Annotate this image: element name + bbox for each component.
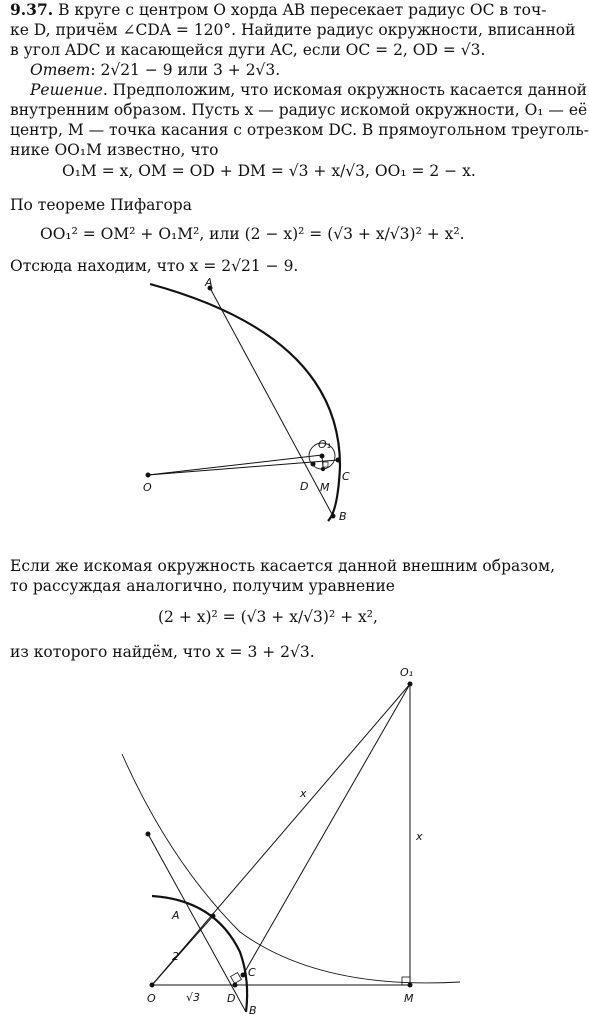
problem-text-1: В круге с центром O хорда AB пересекает радиус OC в точ- <box>58 1 547 19</box>
figure2-label-x-vert: x <box>416 830 423 843</box>
figure2-label-c: C <box>248 966 256 979</box>
formula-1: O₁M = x, OM = OD + DM = √3 + x/√3, OO₁ = 2 − x. <box>62 162 476 180</box>
figure1-label-b: B <box>339 510 347 523</box>
solution-text-1: . Предположим, что искомая окружность касается данной <box>102 81 587 99</box>
figure1-line-oo1 <box>148 455 322 475</box>
figure-2 <box>0 662 533 1022</box>
solution-line-4: нике OO₁M известно, что <box>10 141 219 159</box>
figure2-point-c <box>241 973 246 978</box>
external-line-1: Если же искомая окружность касается данной внешним образом, <box>10 557 555 575</box>
figure1-point-m <box>321 467 325 471</box>
figure1-point-d <box>311 462 316 467</box>
figure1-label-c: C <box>342 470 350 483</box>
answer-text: : 2√21 − 9 или 3 + 2√3. <box>90 61 281 79</box>
solution-label: Решение <box>30 81 103 99</box>
figure1-right-angle <box>323 462 328 467</box>
figure1-point-o <box>146 473 151 478</box>
figure1-point-o1 <box>320 454 325 459</box>
figure1-chord-ab <box>210 288 333 516</box>
figure2-point-a <box>211 914 216 919</box>
formula-2: OO₁² = OM² + O₁M², или (2 − x)² = (√3 + x/√3)² + x². <box>40 225 465 243</box>
figure2-point-tangent <box>146 832 151 837</box>
figure1-label-o1: O₁ <box>318 438 332 451</box>
figure2-right-angle-c <box>231 973 242 984</box>
problem-line-2: ке D, причём ∠CDA = 120°. Найдите радиус окружности, вписанной <box>10 21 576 39</box>
solution-line-3: центр, M — точка касания с отрезком DC. В прямоугольном треуголь- <box>10 121 589 139</box>
figure2-label-o: O <box>147 992 156 1005</box>
figure2-label-two: 2 <box>172 950 179 963</box>
result-2: из которого найдём, что x = 3 + 2√3. <box>10 643 315 661</box>
figure1-label-o: O <box>143 481 152 494</box>
result-1: Отсюда находим, что x = 2√21 − 9. <box>10 257 299 275</box>
pythagoras-line: По теореме Пифагора <box>10 196 192 214</box>
figure2-line-oo1 <box>152 684 410 985</box>
external-line-2: то рассуждая аналогично, получим уравнение <box>10 577 395 595</box>
figure2-point-d <box>233 983 238 988</box>
figure2-point-m <box>408 983 413 988</box>
answer-label: Ответ <box>30 61 91 79</box>
figure2-label-x-hyp: x <box>300 787 307 800</box>
figure2-tangent-circle-arc <box>122 754 460 983</box>
figure2-label-d: D <box>227 992 236 1005</box>
problem-number: 9.37. <box>10 0 54 19</box>
answer-line <box>30 60 545 80</box>
solution-line-2: внутренним образом. Пусть x — радиус искомой окружности, O₁ — её <box>10 101 588 119</box>
figure1-label-a: A <box>205 276 213 289</box>
figure2-label-a: A <box>172 909 180 922</box>
figure1-label-d: D <box>300 480 309 493</box>
figure2-label-b: B <box>249 1004 257 1017</box>
figure2-label-o1: O₁ <box>400 666 414 679</box>
formula-3: (2 + x)² = (√3 + x/√3)² + x², <box>158 608 378 626</box>
figure2-label-m: M <box>404 992 414 1005</box>
figure2-line-o1c <box>243 684 410 975</box>
problem-line-3: в угол ADC и касающейся дуги AC, если OC = 2, OD = √3. <box>10 41 486 59</box>
figure1-label-m: M <box>320 481 330 494</box>
figure-1 <box>0 276 533 526</box>
figure1-point-b <box>331 514 336 519</box>
figure2-label-sqrt3: √3 <box>186 991 201 1004</box>
figure1-point-c <box>336 458 341 463</box>
figure2-point-o1 <box>408 682 413 687</box>
figure1-arc <box>150 284 340 521</box>
figure2-point-o <box>150 983 155 988</box>
figure2-radius-oa <box>152 916 213 985</box>
solution-line-1 <box>30 80 587 100</box>
problem-line-1 <box>10 0 547 20</box>
